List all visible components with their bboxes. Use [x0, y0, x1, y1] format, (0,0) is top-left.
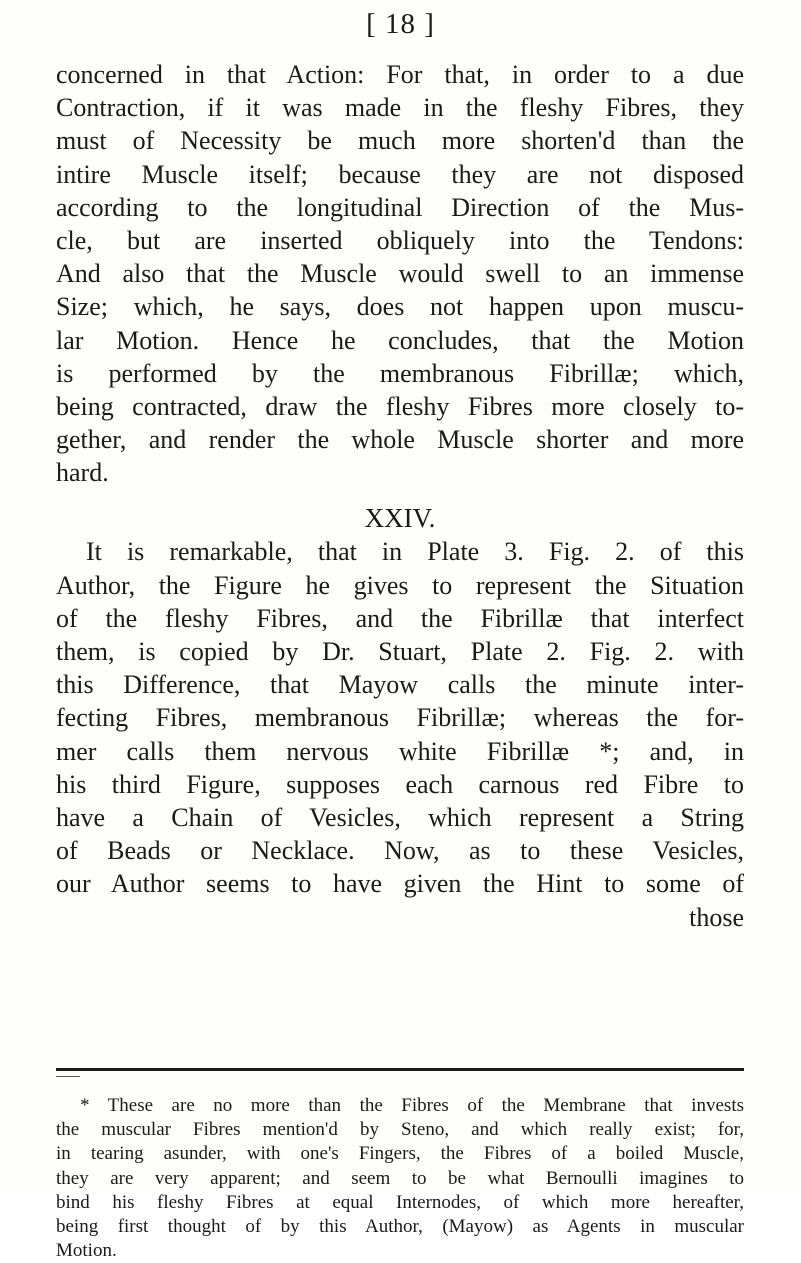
text-line: mer calls them nervous white Fibrillæ *; and, in	[56, 736, 744, 766]
text-line: of the fleshy Fibres, and the Fibrillæ that interfect	[56, 603, 744, 633]
text-line: our Author seems to have given the Hint to some of	[56, 869, 744, 899]
text-line: cle, but are inserted obliquely into the Tendons:	[56, 225, 744, 255]
text-line: fecting Fibres, membranous Fibrillæ; whereas the for-	[56, 703, 744, 733]
text-line: intire Muscle itself; because they are not disposed	[56, 159, 744, 189]
footnote-divider-mark	[56, 1076, 80, 1077]
footnote-line: they are very apparent; and seem to be what Bernoulli imagines to	[56, 1167, 744, 1189]
footnote-line: Motion.	[56, 1240, 117, 1262]
section-heading: XXIV.	[364, 503, 436, 534]
paragraph	[56, 535, 744, 933]
text-line: this Difference, that Mayow calls the minute inter-	[56, 670, 744, 700]
text-line: Contraction, if it was made in the fleshy Fibres, they	[56, 93, 744, 123]
text-line: according to the longitudinal Direction of the Mus-	[56, 192, 744, 222]
text-line: concerned in that Action: For that, in order to a due	[56, 60, 744, 89]
footnote-line: bind his fleshy Fibres at equal Internodes, of which more hereafter,	[56, 1191, 744, 1213]
footnote-line: * These are no more than the Fibres of the Membrane that invests	[80, 1095, 744, 1116]
text-line: of Beads or Necklace. Now, as to these Vesicles,	[56, 836, 744, 866]
text-line: must of Necessity be much more shorten'd than the	[56, 126, 744, 156]
text-line: being contracted, draw the fleshy Fibres more closely to-	[56, 391, 744, 421]
text-line: Size; which, he says, does not happen upon muscu-	[56, 292, 744, 322]
footnote-line: being first thought of by this Author, (Mayow) as Agents in muscular	[56, 1215, 744, 1237]
text-line: them, is copied by Dr. Stuart, Plate 2. Fig. 2. with	[56, 637, 744, 666]
footnote-line: the muscular Fibres mention'd by Steno, and which really exist; for,	[56, 1119, 744, 1141]
catchword: those	[689, 902, 744, 932]
footnote-divider	[56, 1068, 744, 1071]
text-line: have a Chain of Vesicles, which represent a String	[56, 802, 744, 832]
text-line: hard.	[56, 458, 109, 488]
paragraph	[56, 58, 744, 489]
text-line: is performed by the membranous Fibrillæ; which,	[56, 358, 744, 388]
text-line: his third Figure, supposes each carnous red Fibre to	[56, 769, 744, 799]
footnote	[56, 1094, 744, 1263]
text-line: And also that the Muscle would swell to an immense	[56, 259, 744, 289]
text-line: lar Motion. Hence he concludes, that the Motion	[56, 325, 744, 355]
text-line: Author, the Figure he gives to represent the Situation	[56, 570, 744, 600]
text-line: gether, and render the whole Muscle shorter and more	[56, 425, 744, 455]
page-number: [ 18 ]	[366, 8, 435, 40]
text-line: It is remarkable, that in Plate 3. Fig. 2. of this	[86, 537, 744, 567]
body-text	[56, 58, 744, 934]
footnote-line: in tearing asunder, with one's Fingers, the Fibres of a boiled Muscle,	[56, 1143, 744, 1165]
